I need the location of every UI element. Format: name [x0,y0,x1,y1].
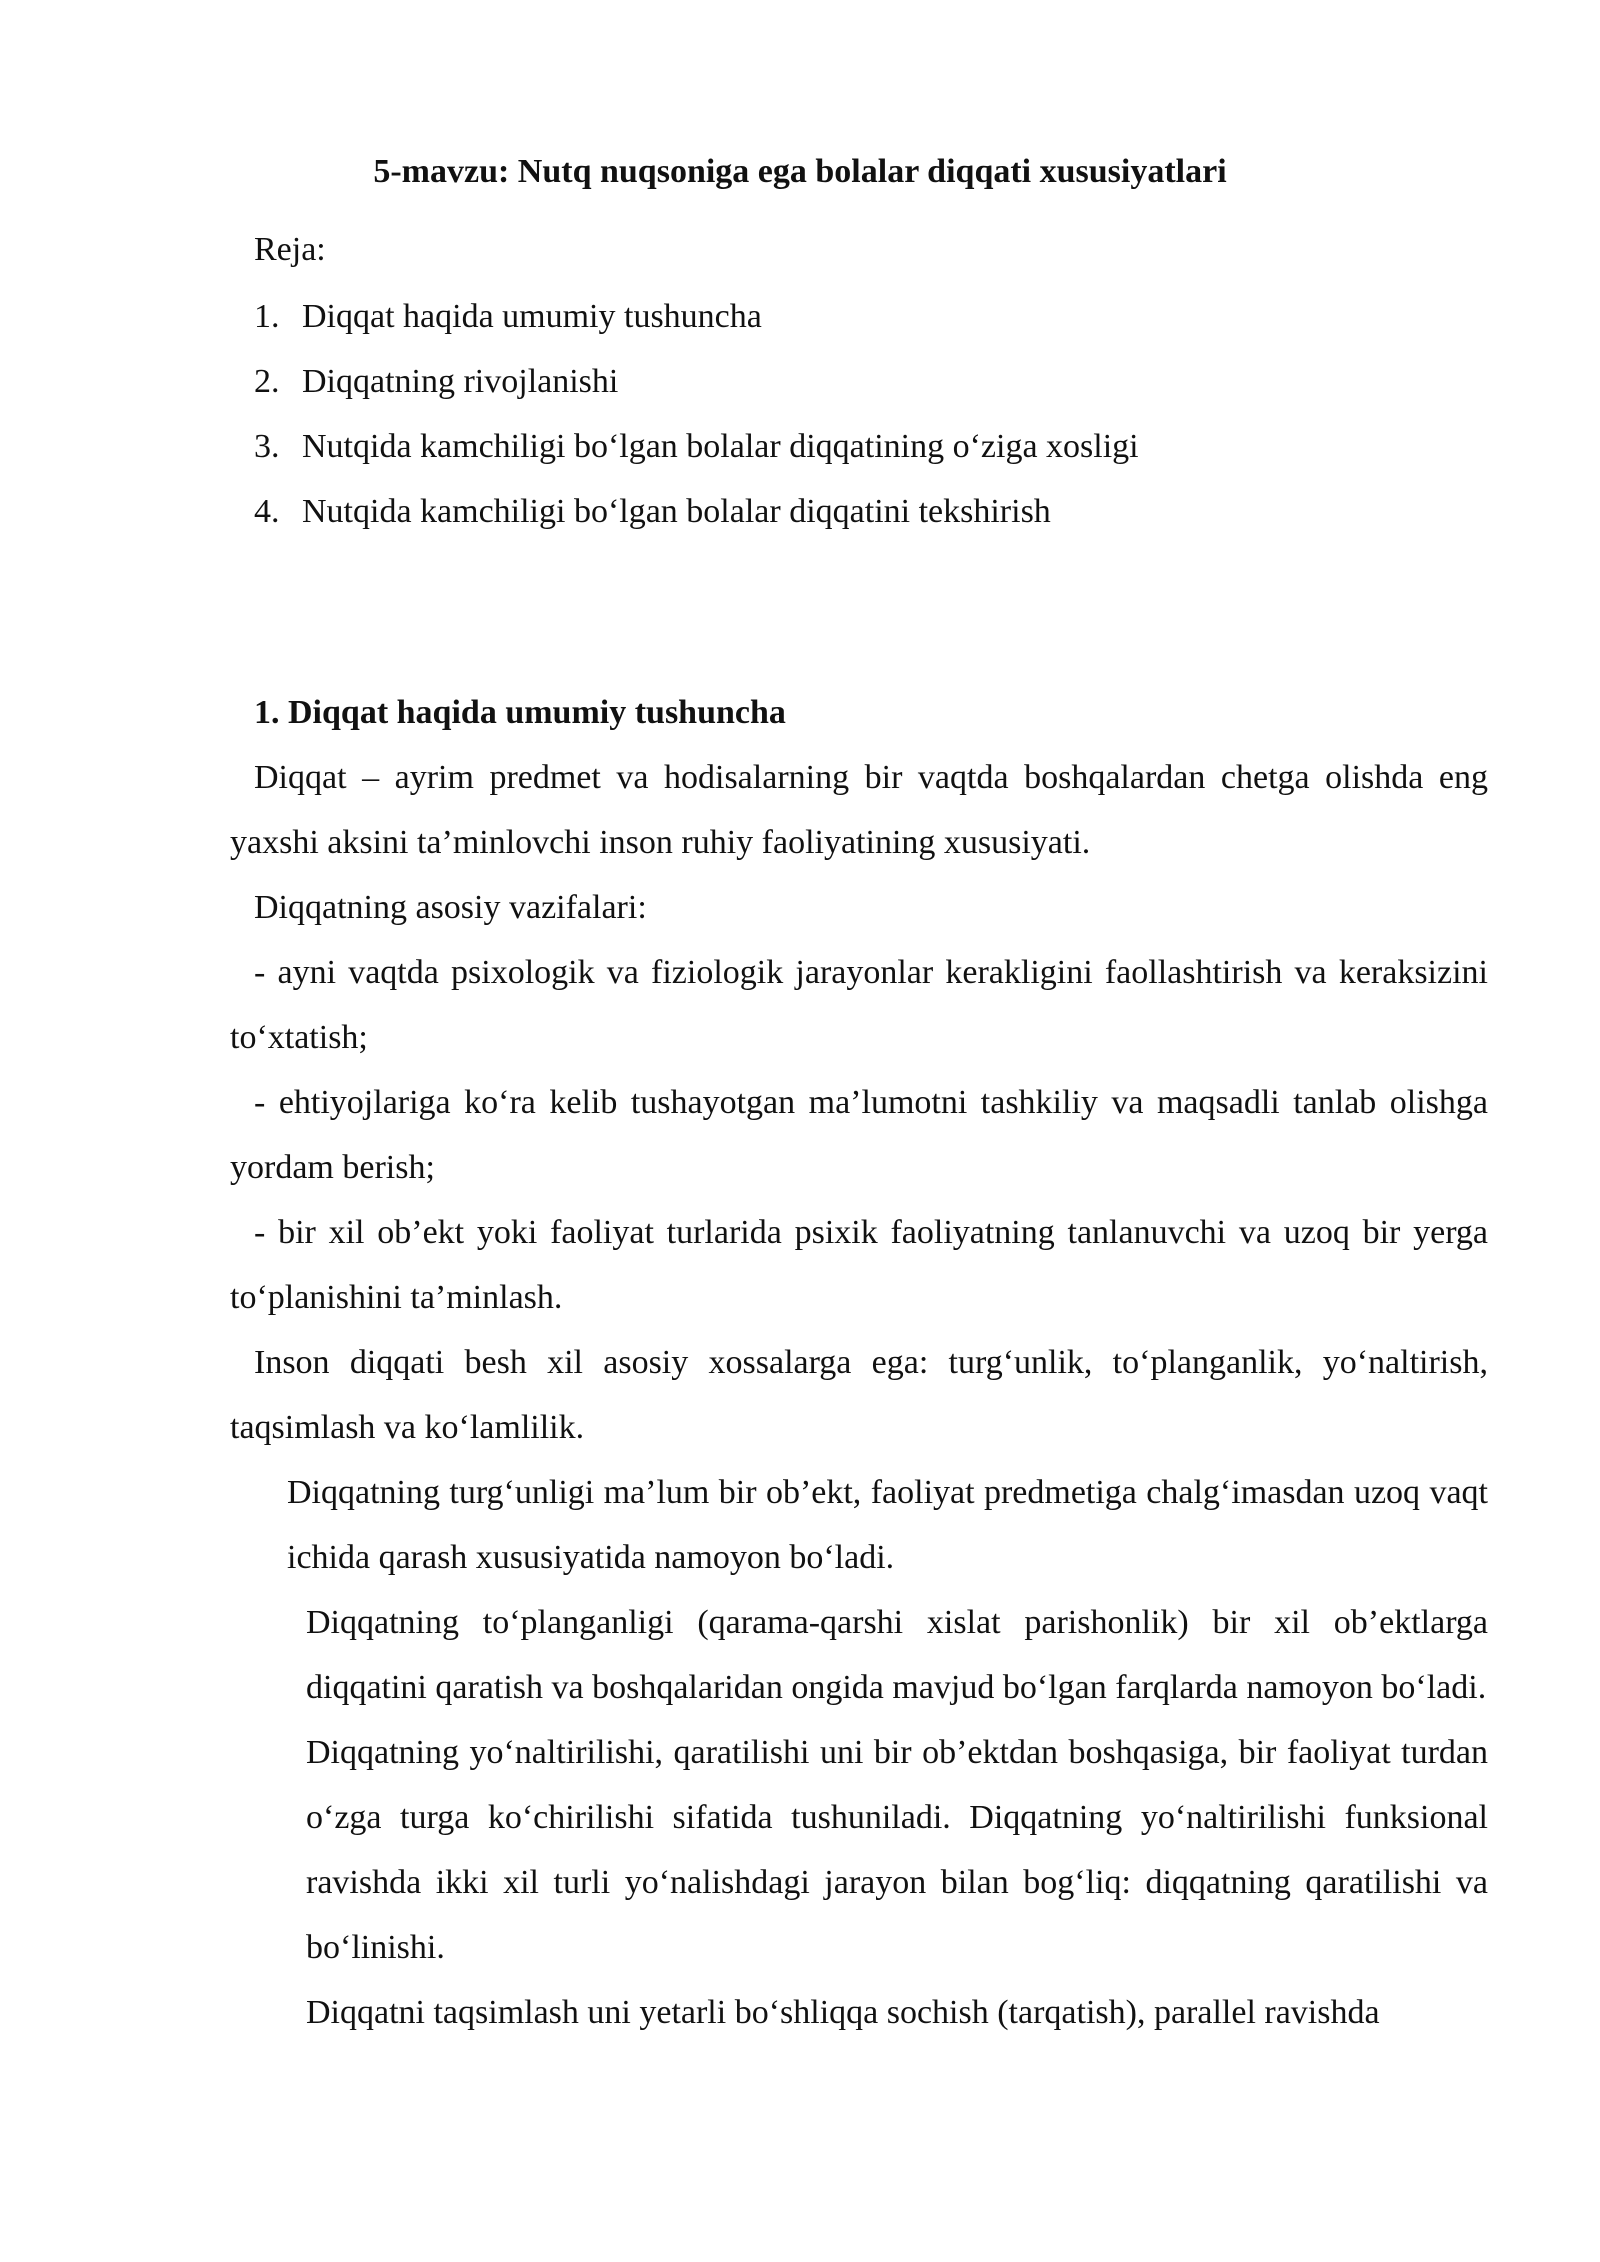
plan-item-number: 4. [254,493,280,530]
indented-paragraph: Diqqatning yo‘naltirilishi, qaratilishi uni bir ob’ektdan boshqasiga, bir faoliyat turdan o‘zga turga ko‘chirilishi sifatida tushuniladi. Diqqatning yo‘naltirilishi funksional ravishda ikki xil turli yo‘nalishdagi jarayon bilan bog‘liq: diqqatning qaratilishi va bo‘linishi. [306,1734,1488,1966]
plan-item-text: Diqqat haqida umumiy tushuncha [302,298,762,335]
plan-item-text: Nutqida kamchiligi bo‘lgan bolalar diqqatini tekshirish [302,493,1051,530]
document-body [230,680,1488,2045]
plan-item-text: Diqqatning rivojlanishi [302,363,619,400]
plan-list [254,284,1139,544]
body-paragraph: Diqqatning asosiy vazifalari: [254,889,647,926]
body-paragraph: - ayni vaqtda psixologik va fiziologik jarayonlar kerakligini faollashtirish va keraksizini to‘xtatish; [230,954,1488,1056]
plan-item-number: 2. [254,363,280,400]
indented-paragraph: Diqqatning to‘planganligi (qarama-qarshi xislat parishonlik) bir xil ob’ektlarga diqqatini qaratish va boshqalaridan ongida mavjud bo‘lgan farqlarda namoyon bo‘ladi. [306,1604,1488,1706]
body-paragraph: Diqqat – ayrim predmet va hodisalarning bir vaqtda boshqalardan chetga olishda eng yaxshi aksini ta’minlovchi inson ruhiy faoliyatining xususiyati. [230,759,1488,861]
indented-paragraph: Diqqatni taqsimlash uni yetarli bo‘shliqqa sochish (tarqatish), parallel ravishda [306,1994,1380,2031]
section-heading: 1. Diqqat haqida umumiy tushuncha [254,694,786,731]
plan-item [254,284,1139,349]
plan-item [254,414,1139,479]
body-paragraph: Inson diqqati besh xil asosiy xossalarga ega: turg‘unlik, to‘planganlik, yo‘naltirish, taqsimlash va ko‘lamlilik. [230,1344,1488,1446]
plan-item [254,479,1139,544]
body-paragraph: - bir xil ob’ekt yoki faoliyat turlarida psixik faoliyatning tanlanuvchi va uzoq bir yerga to‘planishini ta’minlash. [230,1214,1488,1316]
plan-item-number: 3. [254,428,280,465]
plan-label: Reja: [254,231,326,268]
body-paragraph: - ehtiyojlariga ko‘ra kelib tushayotgan ma’lumotni tashkiliy va maqsadli tanlab olishga yordam berish; [230,1084,1488,1186]
indented-paragraph: Diqqatning turg‘unligi ma’lum bir ob’ekt, faoliyat predmetiga chalg‘imasdan uzoq vaqt ichida qarash xususiyatida namoyon bo‘ladi. [287,1474,1488,1576]
plan-item [254,349,1139,414]
document-title: 5-mavzu: Nutq nuqsoniga ega bolalar diqqati xususiyatlari [373,153,1227,190]
plan-item-number: 1. [254,298,280,335]
plan-item-text: Nutqida kamchiligi bo‘lgan bolalar diqqatining o‘ziga xosligi [302,428,1139,465]
